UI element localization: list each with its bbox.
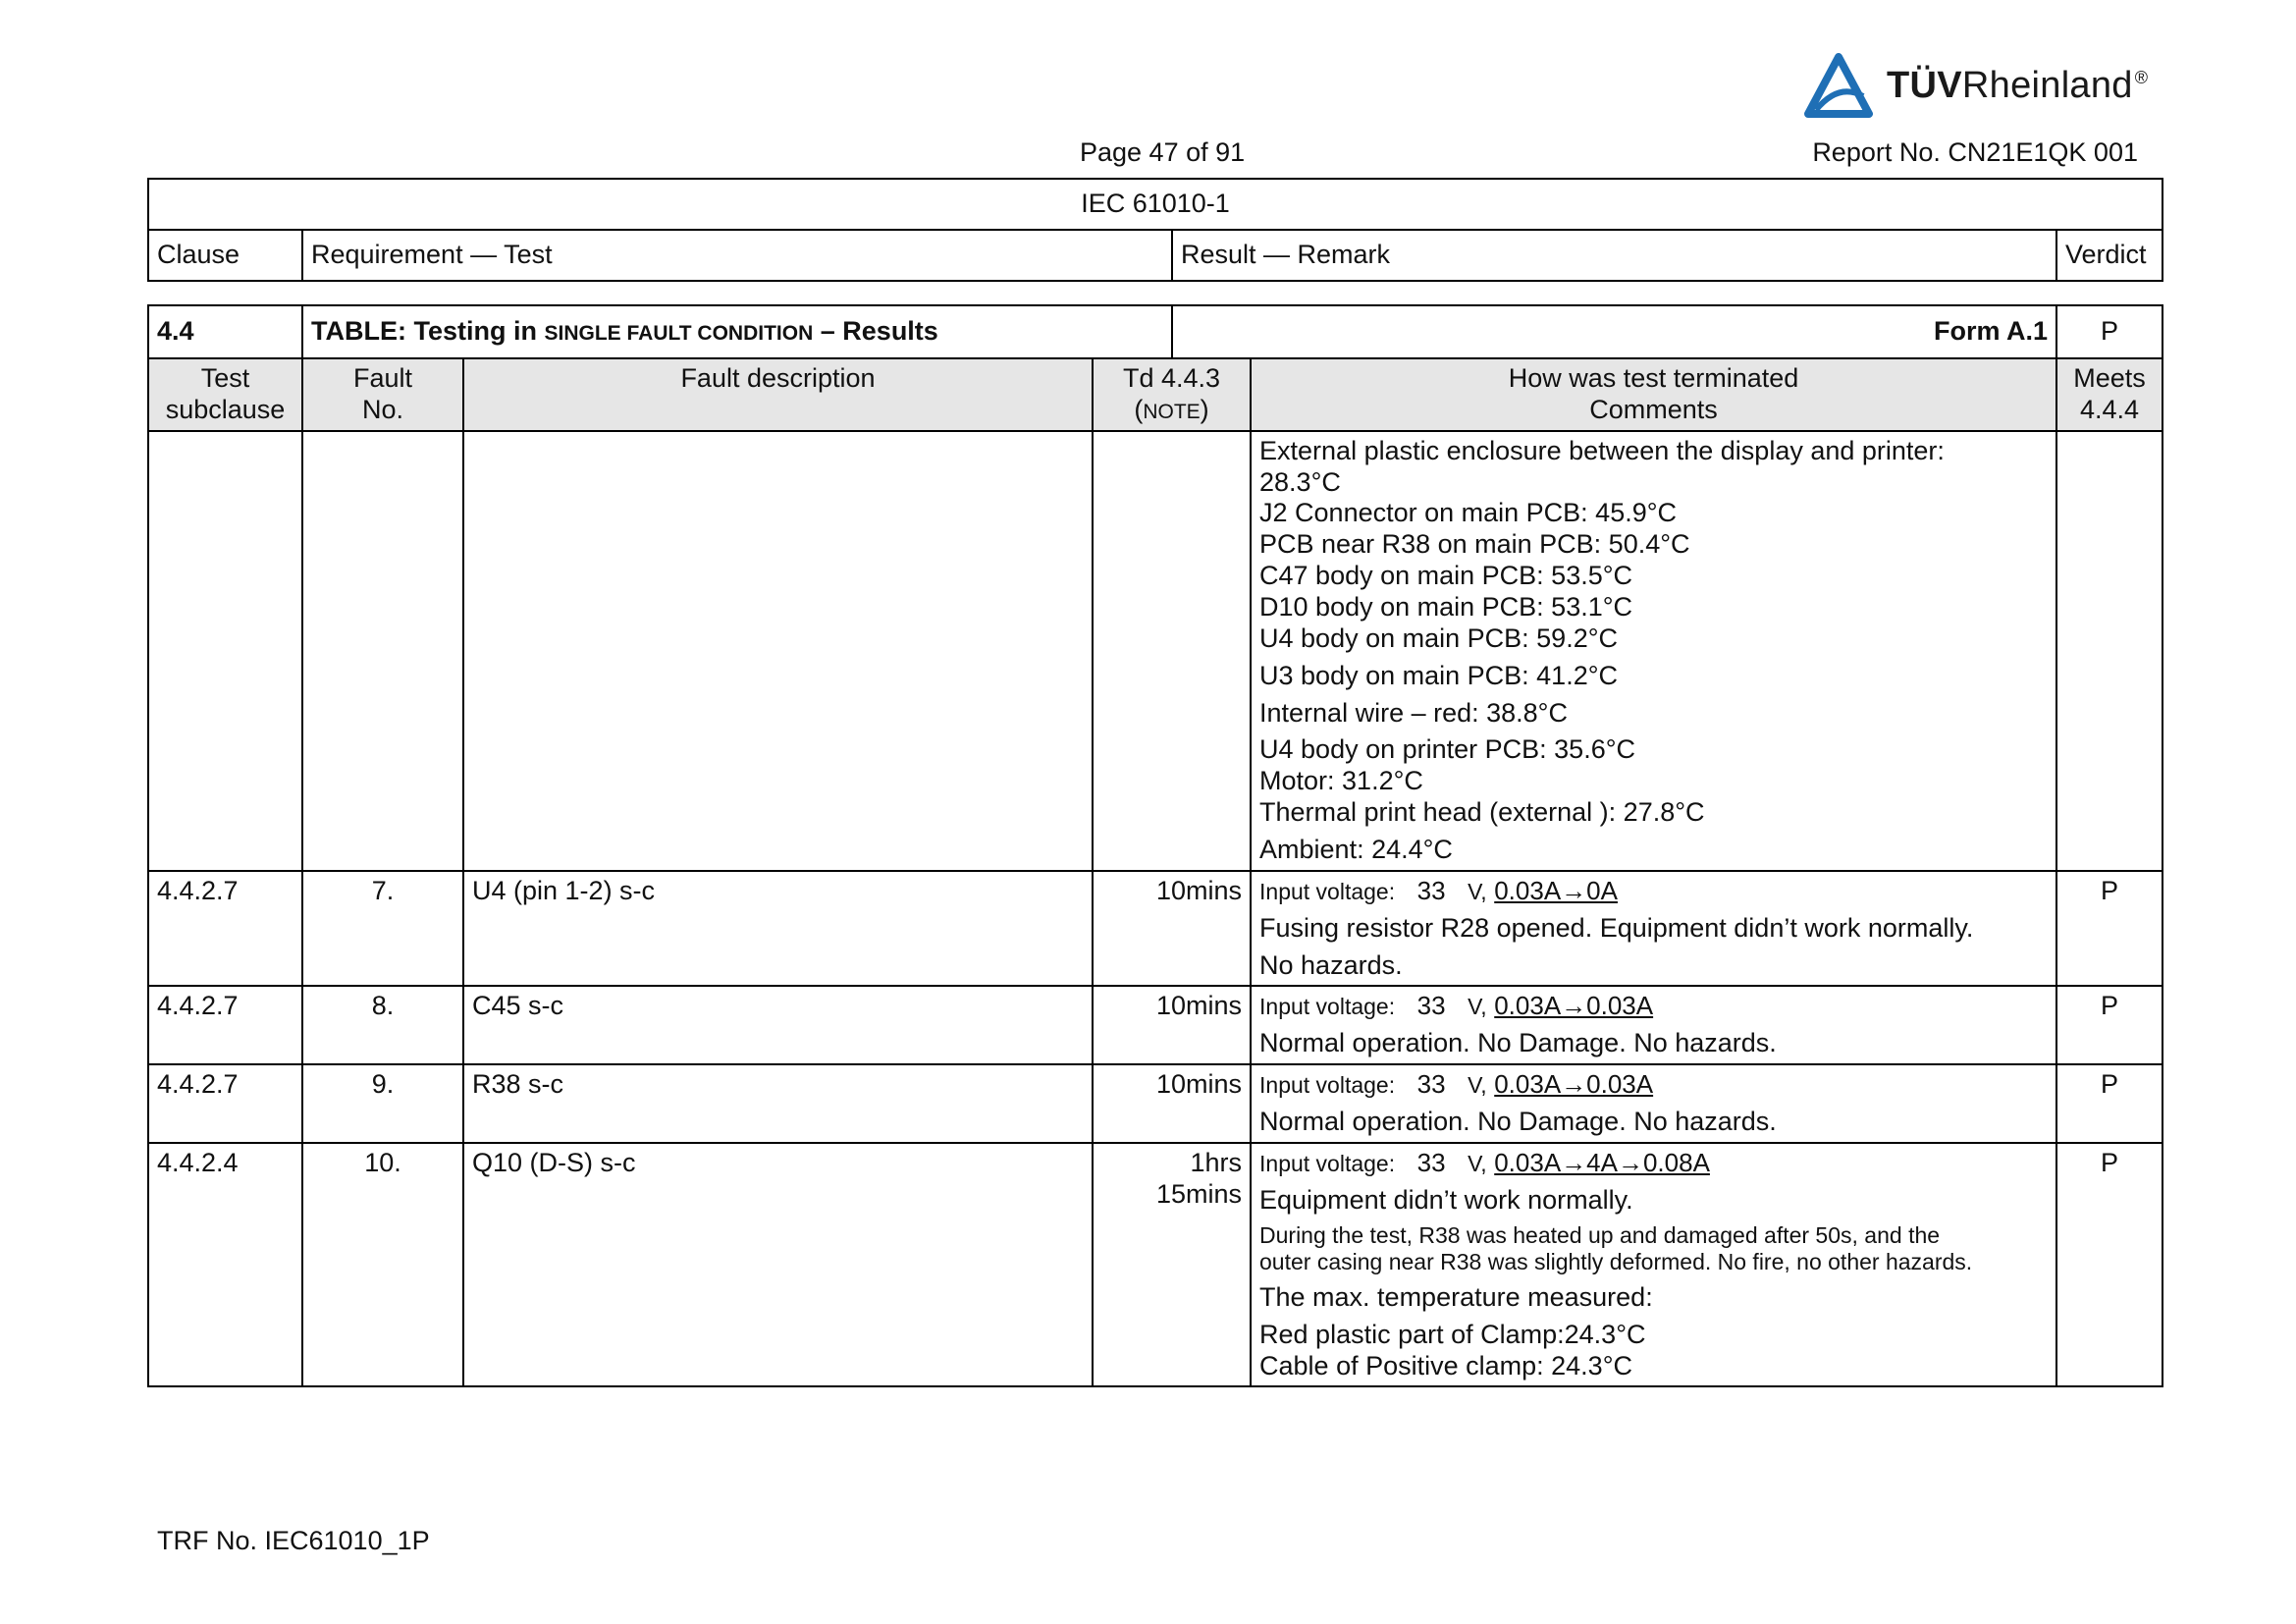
col-clause-header: Clause: [148, 230, 302, 281]
input-voltage-line: Input voltage: 33 V, 0.03A→0.03A: [1259, 991, 1654, 1021]
comment-line: External plastic enclosure between the display and printer:: [1259, 435, 1945, 465]
description-cell: R38 s-c: [463, 1064, 1093, 1143]
meets-cell: P: [2056, 1143, 2163, 1386]
col-meets: Meets 4.4.4: [2056, 358, 2163, 431]
comment-line: Fusing resistor R28 opened. Equipment didn’t work normally.: [1259, 912, 1974, 943]
comment-line: Internal wire – red: 38.8°C: [1259, 697, 1568, 728]
comment-line: Red plastic part of Clamp:24.3°C: [1259, 1319, 1646, 1349]
page-number: Page 47 of 91: [1080, 137, 1246, 167]
standard-header-table: [147, 178, 2163, 282]
td-cell: 1hrs 15mins: [1093, 1143, 1251, 1386]
table-row: [148, 871, 2163, 987]
table-row: [148, 1064, 2163, 1143]
col-requirement-header: Requirement — Test: [302, 230, 1172, 281]
comments-cell: [1251, 986, 2056, 1064]
subclause-cell: [148, 431, 302, 871]
comment-line: PCB near R38 on main PCB: 50.4°C: [1259, 529, 1690, 560]
comment-line: C47 body on main PCB: 53.5°C: [1259, 561, 1633, 591]
comment-line: The max. temperature measured:: [1259, 1281, 1653, 1312]
td-cell: [1093, 431, 1251, 871]
comment-line: U4 body on printer PCB: 35.6°C: [1259, 734, 1636, 765]
col-verdict-header: Verdict: [2056, 230, 2163, 281]
meets-cell: P: [2056, 986, 2163, 1064]
comments-cell: [1251, 431, 2056, 871]
input-voltage-line: Input voltage: 33 V, 0.03A→4A→0.08A: [1259, 1147, 1710, 1177]
comment-line: U3 body on main PCB: 41.2°C: [1259, 660, 1619, 690]
table-row: [148, 431, 2163, 871]
table-verdict: P: [2056, 305, 2163, 358]
table-clause: 4.4: [148, 305, 302, 358]
subclause-cell: 4.4.2.7: [148, 986, 302, 1064]
comment-line: Normal operation. No Damage. No hazards.: [1259, 1107, 1777, 1137]
fault-no-cell: 9.: [302, 1064, 463, 1143]
col-fault-no: Fault No.: [302, 358, 463, 431]
subclause-cell: 4.4.2.7: [148, 1064, 302, 1143]
col-td: Td 4.4.3 (NOTE): [1093, 358, 1251, 431]
subclause-cell: 4.4.2.7: [148, 871, 302, 987]
description-cell: C45 s-c: [463, 986, 1093, 1064]
fault-no-cell: [302, 431, 463, 871]
tuv-triangle-logo-icon: [1804, 53, 1873, 118]
comment-line: J2 Connector on main PCB: 45.9°C: [1259, 498, 1678, 528]
col-result-header: Result — Remark: [1172, 230, 2056, 281]
comment-line: Normal operation. No Damage. No hazards.: [1259, 1028, 1777, 1058]
fault-no-cell: 10.: [302, 1143, 463, 1386]
comment-line: U4 body on main PCB: 59.2°C: [1259, 623, 1619, 653]
table-title: TABLE: Testing in SINGLE FAULT CONDITION – Results: [302, 305, 1172, 358]
comment-line: Thermal print head (external ): 27.8°C: [1259, 797, 1705, 828]
standard-name: IEC 61010-1: [148, 179, 2163, 230]
comment-line: Ambient: 24.4°C: [1259, 835, 1453, 865]
report-number: Report No. CN21E1QK 001: [1812, 137, 2138, 167]
comments-cell: [1251, 871, 2056, 987]
trf-number: TRF No. IEC61010_1P: [157, 1526, 430, 1555]
form-label: Form A.1: [1172, 305, 2056, 358]
input-voltage-line: Input voltage: 33 V, 0.03A→0A: [1259, 875, 1618, 905]
input-voltage-line: Input voltage: 33 V, 0.03A→0.03A: [1259, 1069, 1654, 1100]
col-how-terminated: How was test terminated Comments: [1251, 358, 2056, 431]
column-header-row: [148, 358, 2163, 431]
td-cell: 10mins: [1093, 871, 1251, 987]
table-title-row: [148, 305, 2163, 358]
col-fault-description: Fault description: [463, 358, 1093, 431]
single-fault-results-table: [147, 304, 2163, 1387]
table-row: [148, 1143, 2163, 1386]
description-cell: [463, 431, 1093, 871]
fault-no-cell: 8.: [302, 986, 463, 1064]
td-cell: 10mins: [1093, 1064, 1251, 1143]
comment-line: Motor: 31.2°C: [1259, 766, 1423, 796]
td-cell: 10mins: [1093, 986, 1251, 1064]
subclause-cell: 4.4.2.4: [148, 1143, 302, 1386]
description-cell: Q10 (D-S) s-c: [463, 1143, 1093, 1386]
comment-line: D10 body on main PCB: 53.1°C: [1259, 592, 1633, 623]
meets-cell: [2056, 431, 2163, 871]
comment-line: Equipment didn’t work normally.: [1259, 1184, 1633, 1215]
meets-cell: P: [2056, 871, 2163, 987]
fault-no-cell: 7.: [302, 871, 463, 987]
table-row: [148, 986, 2163, 1064]
comment-line: Cable of Positive clamp: 24.3°C: [1259, 1350, 1632, 1380]
logo-wordmark: TÜVRheinland ®: [1887, 64, 2149, 106]
description-cell: U4 (pin 1-2) s-c: [463, 871, 1093, 987]
comment-small-line: During the test, R38 was heated up and damaged after 50s, and the outer casing near R38 was slightly deformed. No fire, no other hazards.: [1259, 1221, 1973, 1275]
comment-line: No hazards.: [1259, 949, 1403, 980]
comments-cell: [1251, 1064, 2056, 1143]
col-test-subclause: Test subclause: [148, 358, 302, 431]
meets-cell: P: [2056, 1064, 2163, 1143]
comments-cell: [1251, 1143, 2056, 1386]
tuv-rheinland-logo: [1804, 51, 2158, 120]
comment-line: 28.3°C: [1259, 466, 1341, 497]
